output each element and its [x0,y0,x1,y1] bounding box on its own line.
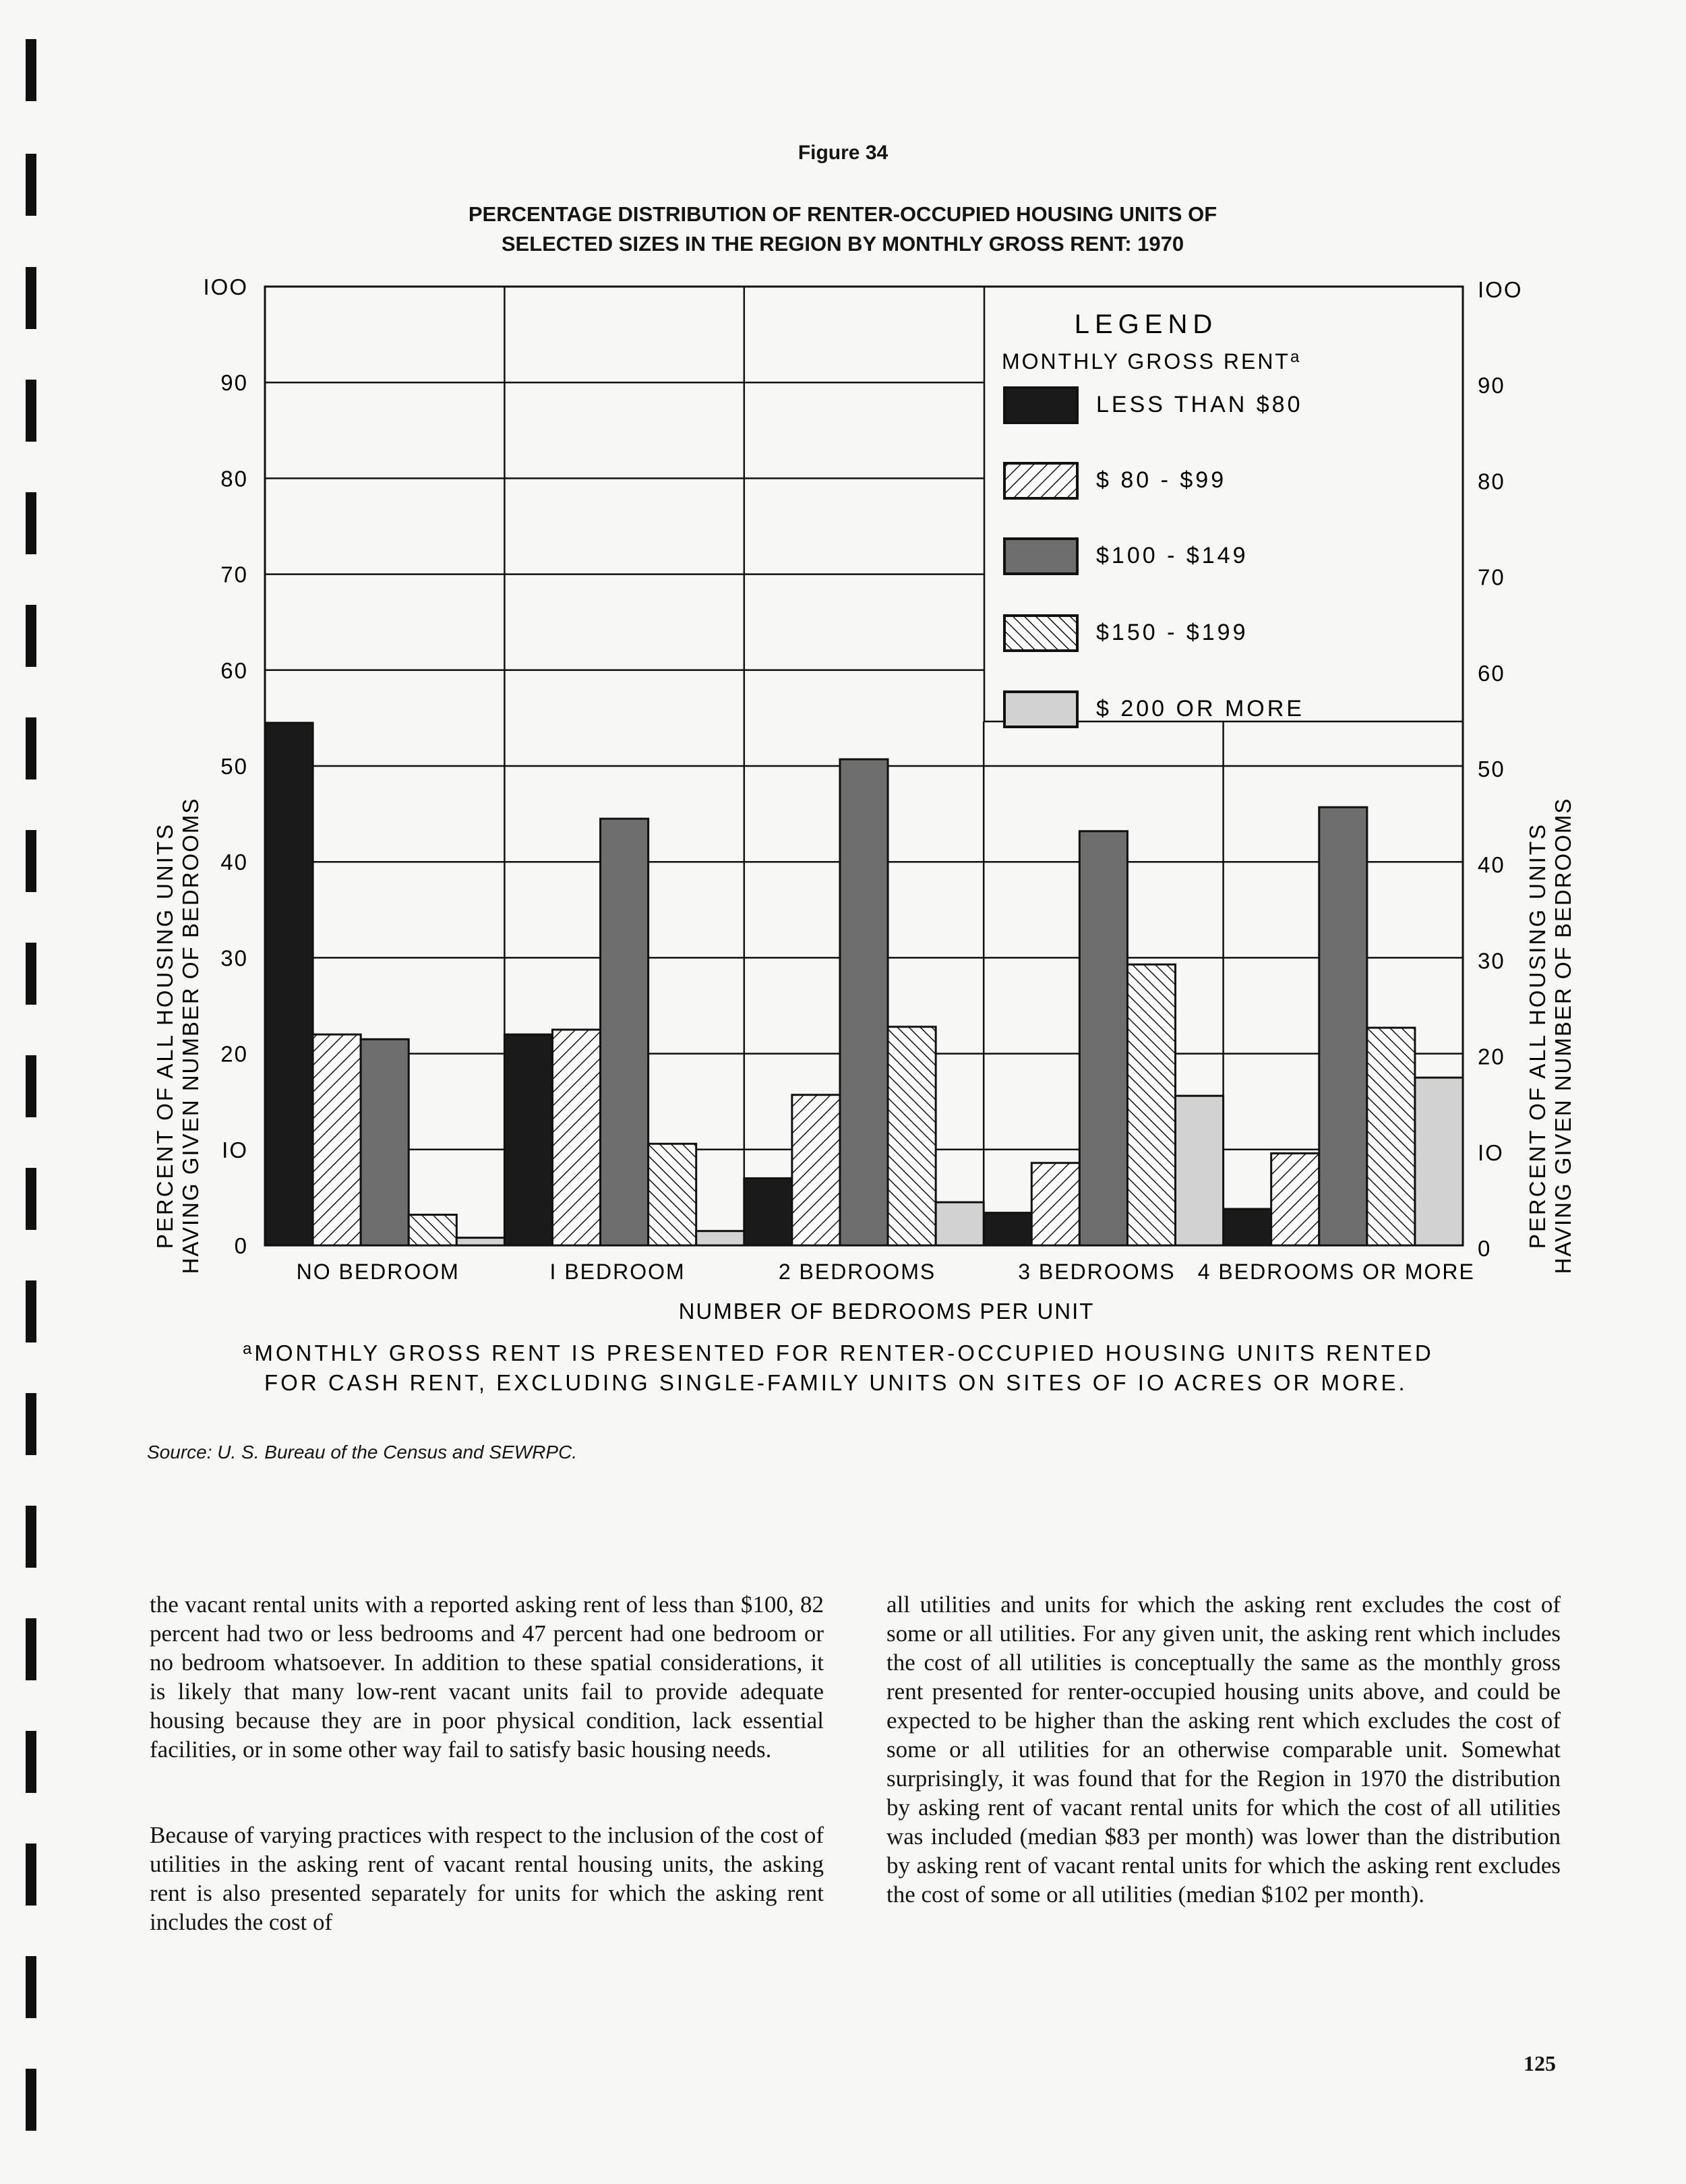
bar [744,1178,792,1245]
legend-swatch [1004,539,1077,574]
y-tick-label-left: IO [222,1137,248,1162]
chart-footnote [243,1340,1434,1365]
legend-label: $150 - $199 [1096,620,1248,645]
x-axis-label: NUMBER OF BEDROOMS PER UNIT [678,1299,1095,1324]
bar [936,1202,984,1245]
legend-swatch [1004,616,1077,651]
figure-label: Figure 34 [797,142,889,164]
binding-hole [26,39,36,101]
binding-hole [26,1956,36,2018]
binding-hole [26,1506,36,1568]
y-tick-label-right: 30 [1478,948,1505,974]
bar [313,1034,361,1245]
y-tick-label-left: 80 [220,466,248,492]
y-tick-label-right: 80 [1478,469,1505,494]
y-tick-label-left: 30 [220,945,248,971]
y-tick-label-right: 50 [1478,757,1505,781]
bar [1127,964,1175,1245]
legend-label: LESS THAN $80 [1096,392,1303,417]
bar [792,1095,840,1245]
bar [1176,1096,1224,1245]
x-category-label: 2 BEDROOMS [778,1260,936,1284]
y-tick-label-left: 90 [220,370,248,396]
bar [840,759,888,1245]
y-tick-label-left: 40 [220,850,248,875]
x-category-label: NO BEDROOM [296,1260,460,1284]
bar [696,1231,744,1245]
y-tick-label-right: 0 [1478,1236,1492,1261]
bar [984,1213,1031,1245]
body-column-left [150,1590,824,1993]
y-tick-label-left: 60 [220,657,248,683]
legend-swatch [1004,463,1077,498]
bar [1271,1153,1319,1245]
y-tick-label-right: 20 [1478,1044,1505,1069]
legend-swatch [1004,692,1077,727]
legend-subtitle [1002,348,1301,374]
paragraph: all utilities and units for which the asking rent excludes the cost of some or all utilities. For any given unit, the asking rent which includes the cost of all utilities is conceptually the same as the monthly gross rent presented for renter-occupied housing units above, and could be expected to be higher than the asking rent which excludes the cost of some or all utilities for an otherwise comparable unit. Somewhat surprisingly, it was found that for the Region in 1970 the distribution by asking rent of vacant rental units for which the cost of all utilities was included (median $83 per month) was lower than the distribution by asking rent of vacant rental units for which the asking rent excludes the cost of some or all utilities (median $102 per month). [886,1591,1561,1908]
y-tick-label-left: 0 [234,1233,248,1258]
paragraph: the vacant rental units with a reported asking rent of less than $100, 82 percent had two or less bedrooms and 47 percent had one bedroom or no bedroom whatsoever. In addition to these spatial considerations, it is likely that many low-rent vacant units fail to provide adequate housing because they are in poor physical condition, lack essential facilities, or in some other way fail to satisfy basic housing needs. [150,1591,824,1763]
footnote-mark: a [243,1340,255,1358]
y-tick-label-right: 60 [1478,660,1505,686]
y-axis-label-right-line1: PERCENT OF ALL HOUSING UNITS [1525,822,1550,1249]
figure-title-line1: PERCENTAGE DISTRIBUTION OF RENTER-OCCUPIED HOUSING UNITS OF [468,202,1217,226]
bar-chart [0,256,1686,1416]
legend-subtitle-text: MONTHLY GROSS RENT [1002,349,1290,374]
y-tick-label-right: 70 [1478,564,1505,590]
x-category-label: 3 BEDROOMS [1018,1260,1176,1284]
paragraph: Because of varying practices with respect to the inclusion of the cost of utilities in the asking rent of vacant rental housing units, the asking rent is also presented separately for units for which the asking rent includes the cost of [150,1822,824,1935]
legend-label: $ 80 - $99 [1096,467,1227,493]
bar [601,819,649,1245]
chart-legend [1002,309,1304,727]
figure-title [270,200,1416,259]
legend-label: $ 200 OR MORE [1096,696,1304,721]
binding-hole [26,2069,36,2131]
y-tick-label-left: 50 [220,754,248,779]
binding-hole [26,1618,36,1680]
bar [888,1027,936,1245]
legend-title: LEGEND [1074,309,1218,339]
bar [552,1030,600,1245]
legend-label: $100 - $149 [1096,543,1248,568]
bar [1367,1028,1415,1245]
bar [1415,1078,1463,1245]
chart-footnote-line2: FOR CASH RENT, EXCLUDING SINGLE-FAMILY UNITS ON SITES OF IO ACRES OR MORE. [264,1370,1408,1395]
legend-swatch [1004,388,1077,423]
binding-hole [26,1843,36,1906]
x-category-label: 4 BEDROOMS OR MORE [1197,1260,1475,1284]
binding-hole [26,1731,36,1793]
bar [265,723,313,1245]
y-tick-label-right: 90 [1478,373,1505,399]
body-column-right [886,1590,1561,1966]
bar [1319,807,1367,1245]
bar [361,1039,409,1245]
y-tick-label-right: IO [1478,1140,1504,1165]
legend-subtitle-footnote-mark: a [1290,348,1302,366]
bar [456,1238,504,1245]
page-number: 125 [1524,2051,1556,2075]
x-category-label: I BEDROOM [549,1260,686,1284]
source-note: Source: U. S. Bureau of the Census and SEWRPC. [147,1442,578,1463]
y-tick-label-right: IOO [1478,277,1523,302]
bar [1224,1209,1271,1245]
bar [1079,831,1127,1245]
chart-x-labels [297,1260,1475,1284]
y-tick-label-left: 20 [220,1041,248,1067]
footnote-line1: MONTHLY GROSS RENT IS PRESENTED FOR RENTER-OCCUPIED HOUSING UNITS RENTED [254,1340,1434,1365]
y-tick-label-left: IOO [203,274,248,299]
bar [649,1144,696,1245]
y-tick-label-left: 70 [220,562,248,587]
y-axis-label-left-line2: HAVING GIVEN NUMBER OF BEDROOMS [178,797,203,1274]
y-axis-label-left-line1: PERCENT OF ALL HOUSING UNITS [152,822,177,1249]
chart-bars [265,723,1463,1245]
bar [1031,1163,1079,1245]
bar [504,1034,552,1245]
bar [409,1214,456,1245]
figure-title-line2: SELECTED SIZES IN THE REGION BY MONTHLY GROSS RENT: 1970 [501,232,1184,256]
y-tick-label-right: 40 [1478,852,1505,878]
y-axis-label-right-line2: HAVING GIVEN NUMBER OF BEDROOMS [1550,797,1575,1274]
